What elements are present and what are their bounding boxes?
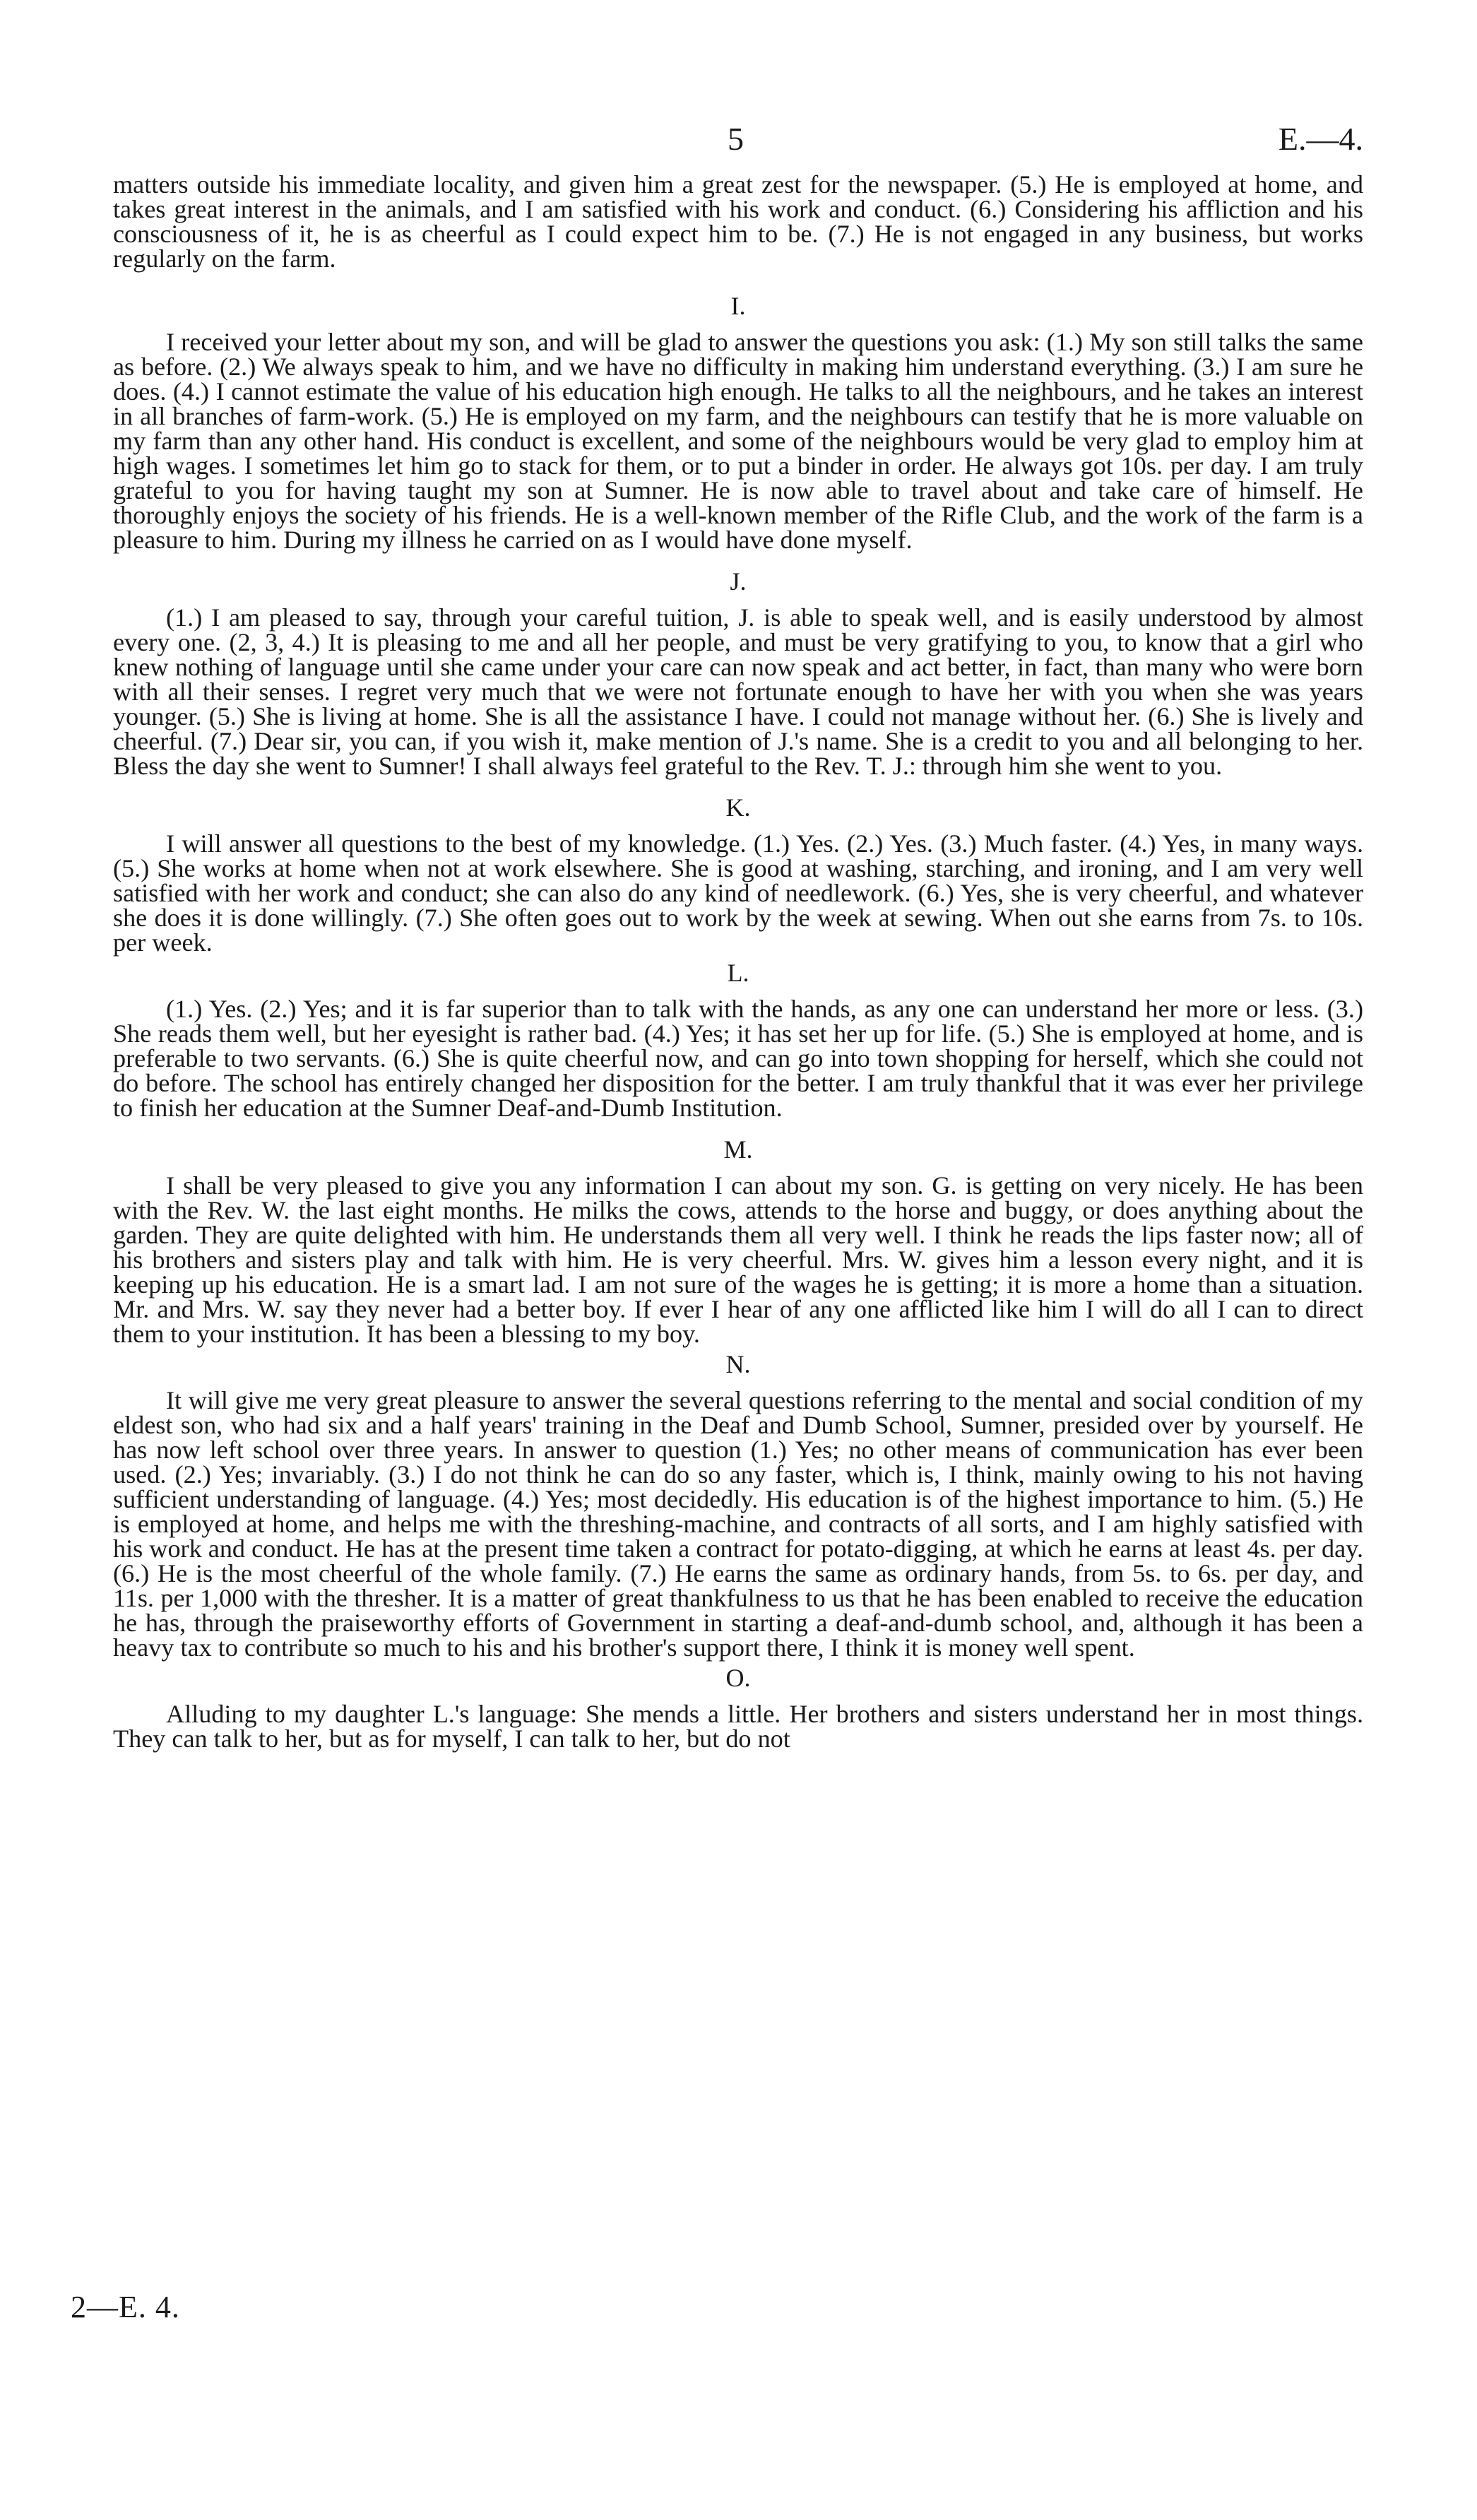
page-number: 5: [728, 121, 744, 157]
section-text-k: I will answer all questions to the best of my knowledge. (1.) Yes. (2.) Yes. (3.) Much faster. (4.) Yes, in many ways. (5.) She works at home when not at work elsewhere. She is good at washing, starching, and ironing, and I am very well satisfied with her work and conduct; she can also do any kind of needlework. (6.) Yes, she is very cheerful, and whatever she does it is done willingly. (7.) She often goes out to work by the week at sewing. When out she earns from 7s. to 10s. per week.: [113, 829, 1363, 957]
section-text-o: Alluding to my daughter L.'s language: She mends a little. Her brothers and sisters understand her in most things. They can talk to her, but as for myself, I can talk to her, but do not: [113, 1700, 1363, 1753]
document-page: [113, 106, 1363, 1751]
section-text-l: (1.) Yes. (2.) Yes; and it is far superior than to talk with the hands, as any one can understand her more or less. (3.) She reads them well, but her eyesight is rather bad. (4.) Yes; it has set her up for life. (5.) She is employed at home, and is preferable to two servants. (6.) She is quite cheerful now, and can go into town shopping for herself, which she could not do before. The school has entirely changed her disposition for the better. I am truly thankful that it was ever her privilege to finish her education at the Sumner Deaf-and-Dumb Institution.: [113, 995, 1363, 1122]
section-heading-o: O.: [725, 1664, 751, 1692]
section-heading-i: I.: [730, 292, 746, 320]
section-text-i: I received your letter about my son, and will be glad to answer the questions you ask: (1.) My son still talks the same as before. (2.) We always speak to him, and we have no difficulty in making him understand everything. (3.) I am sure he does. (4.) I cannot estimate the value of his education high enough. He talks to all the neighbours, and he takes an interest in all branches of farm-work. (5.) He is employed on my farm, and the neighbours can testify that he is more valuable on my farm than any other hand. His conduct is excellent, and some of the neighbours would be very glad to employ him at high wages. I sometimes let him go to stack for them, or to put a binder in order. He always got 10s. per day. I am truly grateful to you for having taught my son at Sumner. He is now able to travel about and take care of himself. He thoroughly enjoys the society of his friends. He is a well-known member of the Rifle Club, and the work of the farm is a pleasure to him. During my illness he carried on as I would have done myself.: [113, 328, 1363, 554]
section-heading-j: J.: [730, 567, 747, 596]
page-signature: 2—E. 4.: [71, 2290, 180, 2324]
section-text-j: (1.) I am pleased to say, through your careful tuition, J. is able to speak well, and is easily understood by almost every one. (2, 3, 4.) It is pleasing to me and all her people, and must be very gratifying to you, to know that a girl who knew nothing of language until she came under your care can now speak and act better, in fact, than many who were born with all their senses. I regret very much that we were not fortunate enough to have her with you when she was years younger. (5.) She is living at home. She is all the assistance I have. I could not manage without her. (6.) She is lively and cheerful. (7.) Dear sir, you can, if you wish it, make mention of J.'s name. She is a credit to you and all belonging to her. Bless the day she went to Sumner! I shall always feel grateful to the Rev. T. J.: through him she went to you.: [113, 603, 1363, 780]
section-text-n: It will give me very great pleasure to answer the several questions referring to the mental and social condition of my eldest son, who had six and a half years' training in the Deaf and Dumb School, Sumner, presided over by yourself. He has now left school over three years. In answer to question (1.) Yes; no other means of communication has ever been used. (2.) Yes; invariably. (3.) I do not think he can do so any faster, which is, I think, mainly owing to his not having sufficient understanding of language. (4.) Yes; most decidedly. His education is of the highest importance to him. (5.) He is employed at home, and helps me with the threshing-machine, and contracts of all sorts, and I am highly satisfied with his work and conduct. He has at the present time taken a contract for potato-digging, at which he earns at least 4s. per day. (6.) He is the most cheerful of the whole family. (7.) He earns the same as ordinary hands, from 5s. to 6s. per day, and 11s. per 1,000 with the thresher. It is a matter of great thankfulness to us that he has been enabled to receive the education he has, through the praiseworthy efforts of Government in starting a deaf-and-dumb school, and, although it has been a heavy tax to contribute so much to his and his brother's support there, I think it is money well spent.: [113, 1386, 1363, 1662]
report-reference: E.—4.: [1278, 121, 1363, 157]
section-text-m: I shall be very pleased to give you any information I can about my son. G. is getting on very nicely. He has been with the Rev. W. the last eight months. He milks the cows, attends to the horse and buggy, or does anything about the garden. They are quite delighted with him. He understands them all very well. I think he reads the lips faster now; all of his brothers and sisters play and talk with him. He is very cheerful. Mrs. W. gives him a lesson every night, and it is keeping up his education. He is a smart lad. I am not sure of the wages he is getting; it is more a home than a situation. Mr. and Mrs. W. say they never had a better boy. If ever I hear of any one afflicted like him I will do all I can to direct them to your institution. It has been a blessing to my boy.: [113, 1171, 1363, 1348]
section-heading-n: N.: [725, 1350, 751, 1378]
continuation-paragraph: matters outside his immediate locality, and given him a great zest for the newspaper. (5.) He is employed at home, and takes great interest in the animals, and I am satisfied with his work and conduct. (6.) Considering his affliction and his consciousness of it, he is as cheerful as I could expect him to be. (7.) He is not engaged in any business, but works regularly on the farm.: [113, 170, 1363, 273]
section-heading-m: M.: [723, 1135, 753, 1164]
page-header: [113, 106, 1363, 170]
section-heading-k: K.: [725, 793, 751, 822]
section-heading-l: L.: [727, 959, 749, 987]
